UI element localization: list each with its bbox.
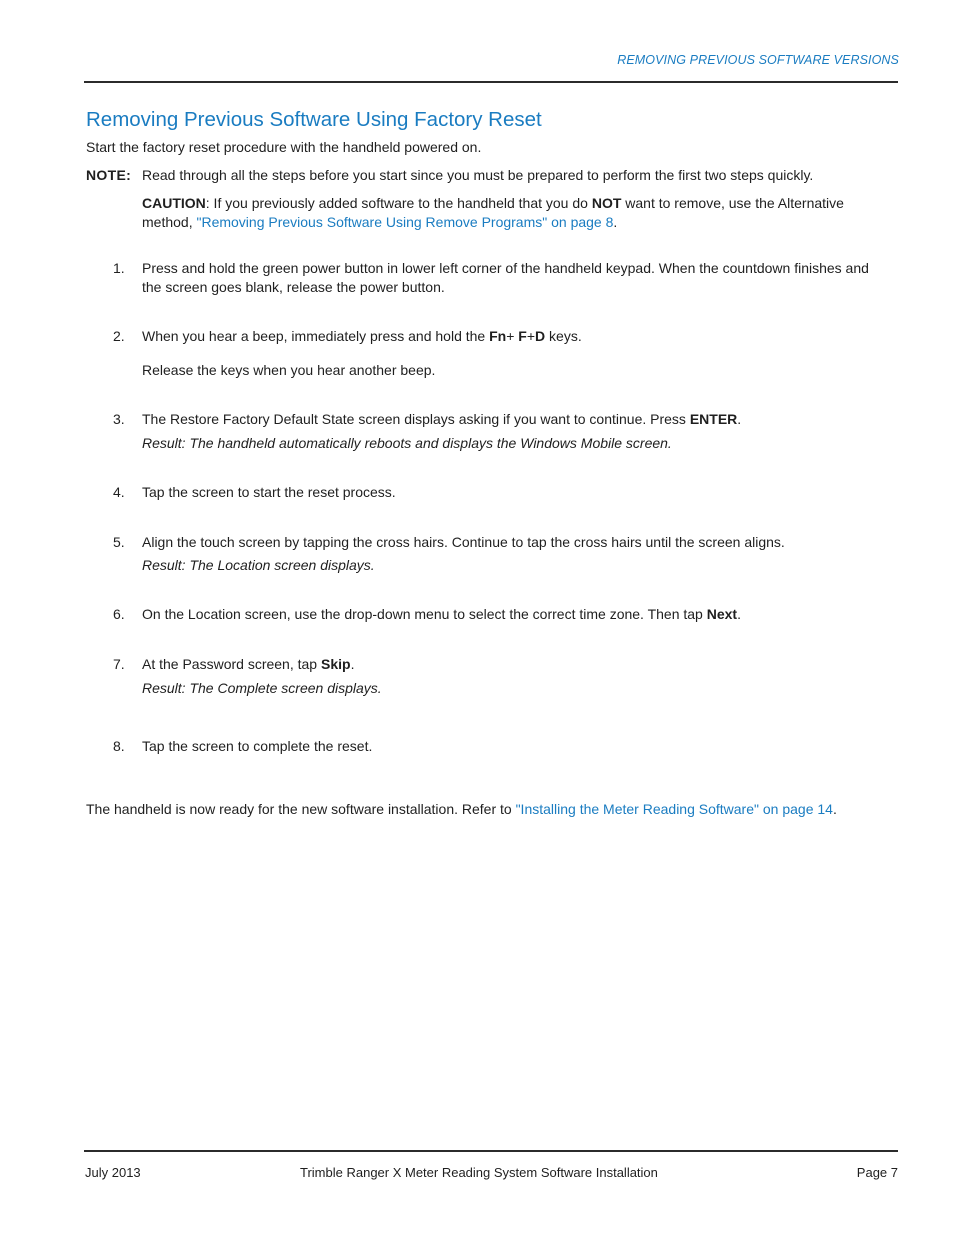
caution-text-2: want to remove, use the Alternative method, [142,195,844,230]
plus-sign: + [506,328,519,344]
closing-text-2: . [832,801,837,817]
footer-doc-title: Trimble Ranger X Meter Reading System Software Installation [300,1165,658,1180]
key-fn: Fn [489,328,507,344]
step-text-part: When you hear a beep, immediately press and hold the [142,328,490,344]
step-number: 7. [113,656,125,672]
step-text-part: . [737,606,741,622]
running-head: REMOVING PREVIOUS SOFTWARE VERSIONS [617,53,899,67]
key-enter: ENTER [689,411,738,427]
step-text: Press and hold the green power button in lower left corner of the handheld keypad. When the countdown finishes and the screen goes blank, release the power button. [142,260,869,295]
step-text-part: keys. [545,328,582,344]
caution-paragraph [142,194,890,232]
key-skip: Skip [320,656,351,672]
step-number: 5. [113,534,125,550]
step-text-part: . [350,656,355,672]
key-d: D [535,328,546,344]
step-result: Result: The Location screen displays. [142,557,375,573]
closing-text-1: The handheld is now ready for the new software installation. Refer to [86,801,516,817]
caution-text-3: . [613,214,618,230]
closing-paragraph [86,800,886,819]
footer-page-number: Page 7 [856,1165,898,1180]
key-next: Next [706,606,738,622]
step-followup: Release the keys when you hear another beep. [142,362,436,378]
step-text [142,410,890,429]
installing-software-link[interactable]: "Installing the Meter Reading Software" on page 14 [515,801,833,817]
key-f: F [518,328,527,344]
step-number: 8. [113,738,125,754]
step-number: 1. [113,260,125,276]
caution-emphasis: NOT [591,195,622,211]
step-result: Result: The Complete screen displays. [142,680,382,696]
step-text: Align the touch screen by tapping the cross hairs. Continue to tap the cross hairs until the screen aligns. [142,534,785,550]
step-text-part: The Restore Factory Default State screen displays asking if you want to continue. Press [142,411,690,427]
step-text: Tap the screen to start the reset process. [142,484,396,500]
remove-programs-link[interactable]: "Removing Previous Software Using Remove Programs" on page 8 [196,214,614,230]
step-number: 6. [113,606,125,622]
step-number: 3. [113,411,125,427]
step-text-part: . [737,411,742,427]
caution-text-1: : If you previously added software to the handheld that you do [205,195,592,211]
note-text: Read through all the steps before you start since you must be prepared to perform the first two steps quickly. [142,167,814,183]
step-text [142,655,890,674]
header-rule [84,81,898,83]
note-label: NOTE: [86,167,132,183]
footer-rule [84,1150,898,1152]
step-text [142,605,890,624]
caution-label: CAUTION [142,195,206,211]
step-text [142,327,890,346]
plus-sign: + [526,328,536,344]
step-result: Result: The handheld automatically reboots and displays the Windows Mobile screen. [142,435,672,451]
step-text-part: At the Password screen, tap [142,656,321,672]
intro-text: Start the factory reset procedure with the handheld powered on. [86,139,482,155]
footer-date: July 2013 [85,1165,141,1180]
step-number: 2. [113,328,125,344]
step-text-part: On the Location screen, use the drop-down menu to select the correct time zone. Then tap [142,606,707,622]
step-text: Tap the screen to complete the reset. [142,738,373,754]
page-title: Removing Previous Software Using Factory Reset [86,108,542,131]
step-number: 4. [113,484,125,500]
